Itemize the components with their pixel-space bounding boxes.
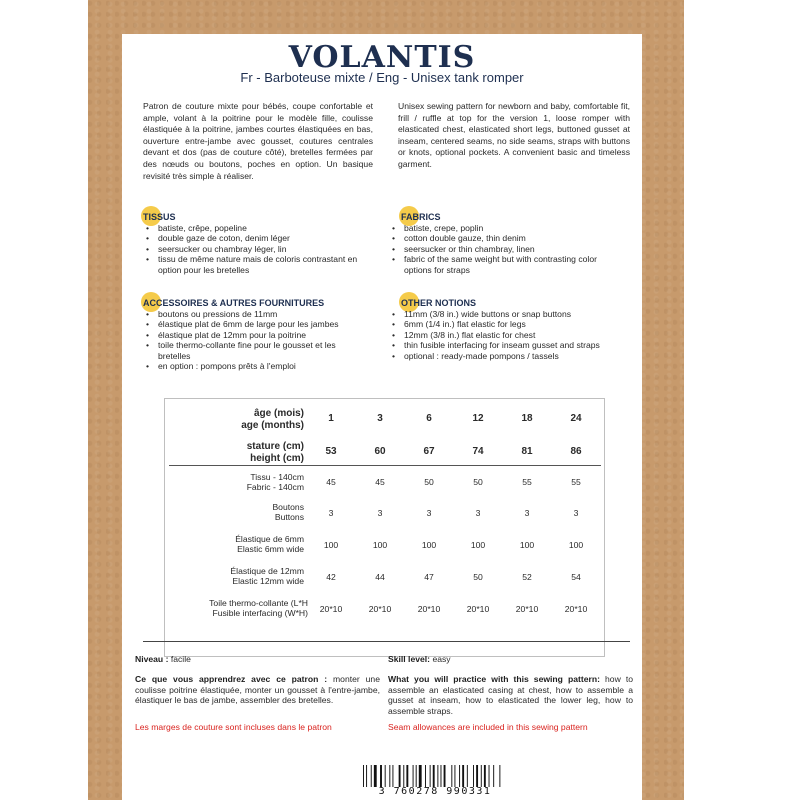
table-cell: 100 (470, 540, 486, 550)
list-item: • optional : ready-made pompons / tassels (390, 351, 620, 361)
age-cell: 18 (521, 413, 533, 424)
learn-en: What you will practice with this sewing pattern: how to assemble an elasticated casing at chest, how to assemble a gusset at inseam, how to elasticated the lower leg, how to assemble straps. (388, 674, 633, 716)
list-item: • seersucker ou chambray léger, lin (144, 244, 369, 254)
notions-list-en (390, 309, 620, 361)
list-item: • 11mm (3/8 in.) wide buttons or snap buttons (390, 309, 620, 319)
barcode-bar (425, 765, 426, 787)
barcode-number: 3 760278 990331 (378, 786, 492, 797)
height-cell: 60 (374, 446, 386, 457)
table-cell: 3 (573, 508, 579, 518)
table-cell: 20*10 (515, 604, 539, 614)
table-cell: 100 (323, 540, 339, 550)
barcode-bar (481, 765, 482, 787)
barcode-bar (476, 765, 478, 787)
section-divider (143, 641, 630, 642)
table-cell: 50 (473, 477, 483, 487)
table-cell: 44 (375, 572, 385, 582)
barcode-bar (444, 765, 446, 787)
barcode-bar (459, 765, 460, 787)
table-divider (169, 465, 601, 466)
list-item: • tissu de même nature mais de coloris contrastant en option pour les bretelles (144, 254, 369, 275)
barcode-bar (489, 765, 490, 787)
table-cell: 3 (475, 508, 481, 518)
intro-french: Patron de couture mixte pour bébés, coupe confortable et ample, volant à la poitrine pour le modèle fille, coulisse élastiquée à la poitrine, jambes courtes élastiquées en bas, ouverture entre-jambe avec gousset, coutures centrales devant et dos (pas de couture côté), bretelles fermées par des nœuds ou boutons, poches en option. Un basique revisité très simple à réaliser. (143, 101, 373, 181)
table-cell: 50 (473, 572, 483, 582)
height-cell: 67 (423, 446, 435, 457)
table-cell: 3 (524, 508, 530, 518)
barcode-bar (462, 765, 464, 787)
table-cell: 3 (328, 508, 334, 518)
pattern-label-sheet (122, 34, 642, 800)
row-label-elastic-12mm: Élastique de 12mm Elastic 12mm wide (230, 566, 304, 586)
table-cell: 52 (522, 572, 532, 582)
fabrics-heading-fr: TISSUS (143, 212, 176, 222)
list-item: • élastique plat de 6mm de large pour les jambes (144, 319, 369, 329)
list-item: • thin fusible interfacing for inseam gusset and straps (390, 340, 620, 350)
table-cell: 45 (375, 477, 385, 487)
notions-heading-en: OTHER NOTIONS (401, 298, 476, 308)
table-cell: 20*10 (319, 604, 343, 614)
list-item: • batiste, crepe, poplin (390, 223, 620, 233)
barcode-bar (366, 765, 367, 787)
list-item: • en option : pompons prêts à l'emploi (144, 361, 369, 371)
barcode-bar (399, 765, 401, 787)
barcode-bar (433, 765, 435, 787)
fabrics-list-en (390, 223, 620, 275)
fabrics-list-fr (144, 223, 369, 275)
list-item: • boutons ou pressions de 11mm (144, 309, 369, 319)
table-cell: 54 (571, 572, 581, 582)
barcode-bar (374, 765, 377, 787)
barcode-bar (473, 765, 474, 787)
table-cell: 20*10 (564, 604, 588, 614)
age-label: âge (mois) age (months) (241, 408, 304, 431)
barcode-bar (430, 765, 431, 787)
barcode-bar (371, 765, 372, 787)
list-item: • élastique plat de 12mm pour la poitrine (144, 330, 369, 340)
height-cell: 74 (472, 446, 484, 457)
list-item: • cotton double gauze, thin denim (390, 233, 620, 243)
table-cell: 100 (568, 540, 584, 550)
table-cell: 50 (424, 477, 434, 487)
table-cell: 42 (326, 572, 336, 582)
level-fr: Niveau : facile (135, 654, 191, 664)
seam-note-fr: Les marges de couture sont incluses dans le patron (135, 722, 332, 732)
barcode-bar (499, 765, 500, 787)
pattern-title: VOLANTIS (288, 40, 476, 75)
barcode-bar (392, 765, 393, 787)
list-item: • batiste, crêpe, popeline (144, 223, 369, 233)
barcode-bars (363, 765, 507, 787)
barcode-bar (389, 765, 390, 787)
notions-heading-fr: ACCESSOIRES & AUTRES FOURNITURES (143, 298, 324, 308)
seam-note-en: Seam allowances are included in this sewing pattern (388, 722, 588, 732)
list-item: • toile thermo-collante fine pour le gousset et les bretelles (144, 340, 369, 361)
height-label: stature (cm) height (cm) (246, 441, 304, 464)
barcode-bar (419, 765, 422, 787)
fabrics-heading-en: FABRICS (401, 212, 441, 222)
height-cell: 86 (570, 446, 582, 457)
list-item: • 6mm (1/4 in.) flat elastic for legs (390, 319, 620, 329)
barcode-bar (413, 765, 414, 787)
row-label-buttons: Boutons Buttons (272, 502, 304, 522)
barcode-bar (467, 765, 468, 787)
barcode-bar (416, 765, 417, 787)
age-cell: 6 (426, 413, 432, 424)
table-cell: 3 (426, 508, 432, 518)
barcode-bar (406, 765, 408, 787)
level-en: Skill level: easy (388, 654, 451, 664)
table-cell: 55 (571, 477, 581, 487)
table-cell: 45 (326, 477, 336, 487)
height-cell: 53 (325, 446, 337, 457)
table-cell: 47 (424, 572, 434, 582)
barcode-bar (441, 765, 442, 787)
table-cell: 3 (377, 508, 383, 518)
table-cell: 20*10 (417, 604, 441, 614)
table-cell: 100 (519, 540, 535, 550)
age-cell: 24 (570, 413, 582, 424)
table-cell: 55 (522, 477, 532, 487)
barcode-bar (451, 765, 452, 787)
row-label-fabric: Tissu - 140cm Fabric - 140cm (246, 472, 304, 492)
age-cell: 3 (377, 413, 383, 424)
barcode-bar (484, 765, 486, 787)
pattern-subtitle: Fr - Barboteuse mixte / Eng - Unisex tank romper (240, 70, 524, 85)
list-item: • 12mm (3/8 in.) flat elastic for chest (390, 330, 620, 340)
intro-english: Unisex sewing pattern for newborn and baby, comfortable fit, frill / ruffle at top for the version 1, loose romper with elasticated chest, elasticated short legs, buttoned gusset at inseam, centered seams, no side seams, straps with buttons or knots, optional pockets. A convenient basic and timeless garment. (398, 101, 630, 169)
barcode-bar (385, 765, 386, 787)
table-cell: 100 (372, 540, 388, 550)
table-cell: 20*10 (466, 604, 490, 614)
list-item: • double gaze de coton, denim léger (144, 233, 369, 243)
barcode-bar (403, 765, 404, 787)
table-cell: 100 (421, 540, 437, 550)
size-table (164, 398, 605, 657)
row-label-interfacing: Toile thermo-collante (L*H Fusible interfacing (W*H) (209, 598, 308, 618)
list-item: • fabric of the same weight but with contrasting color options for straps (390, 254, 620, 275)
height-cell: 81 (521, 446, 533, 457)
barcode-bar (380, 765, 382, 787)
age-cell: 1 (328, 413, 334, 424)
table-cell: 20*10 (368, 604, 392, 614)
barcode-bar (437, 765, 438, 787)
barcode-bar (454, 765, 455, 787)
list-item: • seersucker or thin chambray, linen (390, 244, 620, 254)
notions-list-fr (144, 309, 369, 371)
barcode-bar (493, 765, 494, 787)
age-cell: 12 (472, 413, 484, 424)
barcode-bar (363, 765, 364, 787)
learn-fr: Ce que vous apprendrez avec ce patron : monter une coulisse poitrine élastiquée, monter un gousset à l'entre-jambe, élastiquer le bas de jambe, assembler des bretelles. (135, 674, 380, 706)
row-label-elastic-6mm: Élastique de 6mm Elastic 6mm wide (235, 534, 304, 554)
barcode (355, 765, 515, 800)
